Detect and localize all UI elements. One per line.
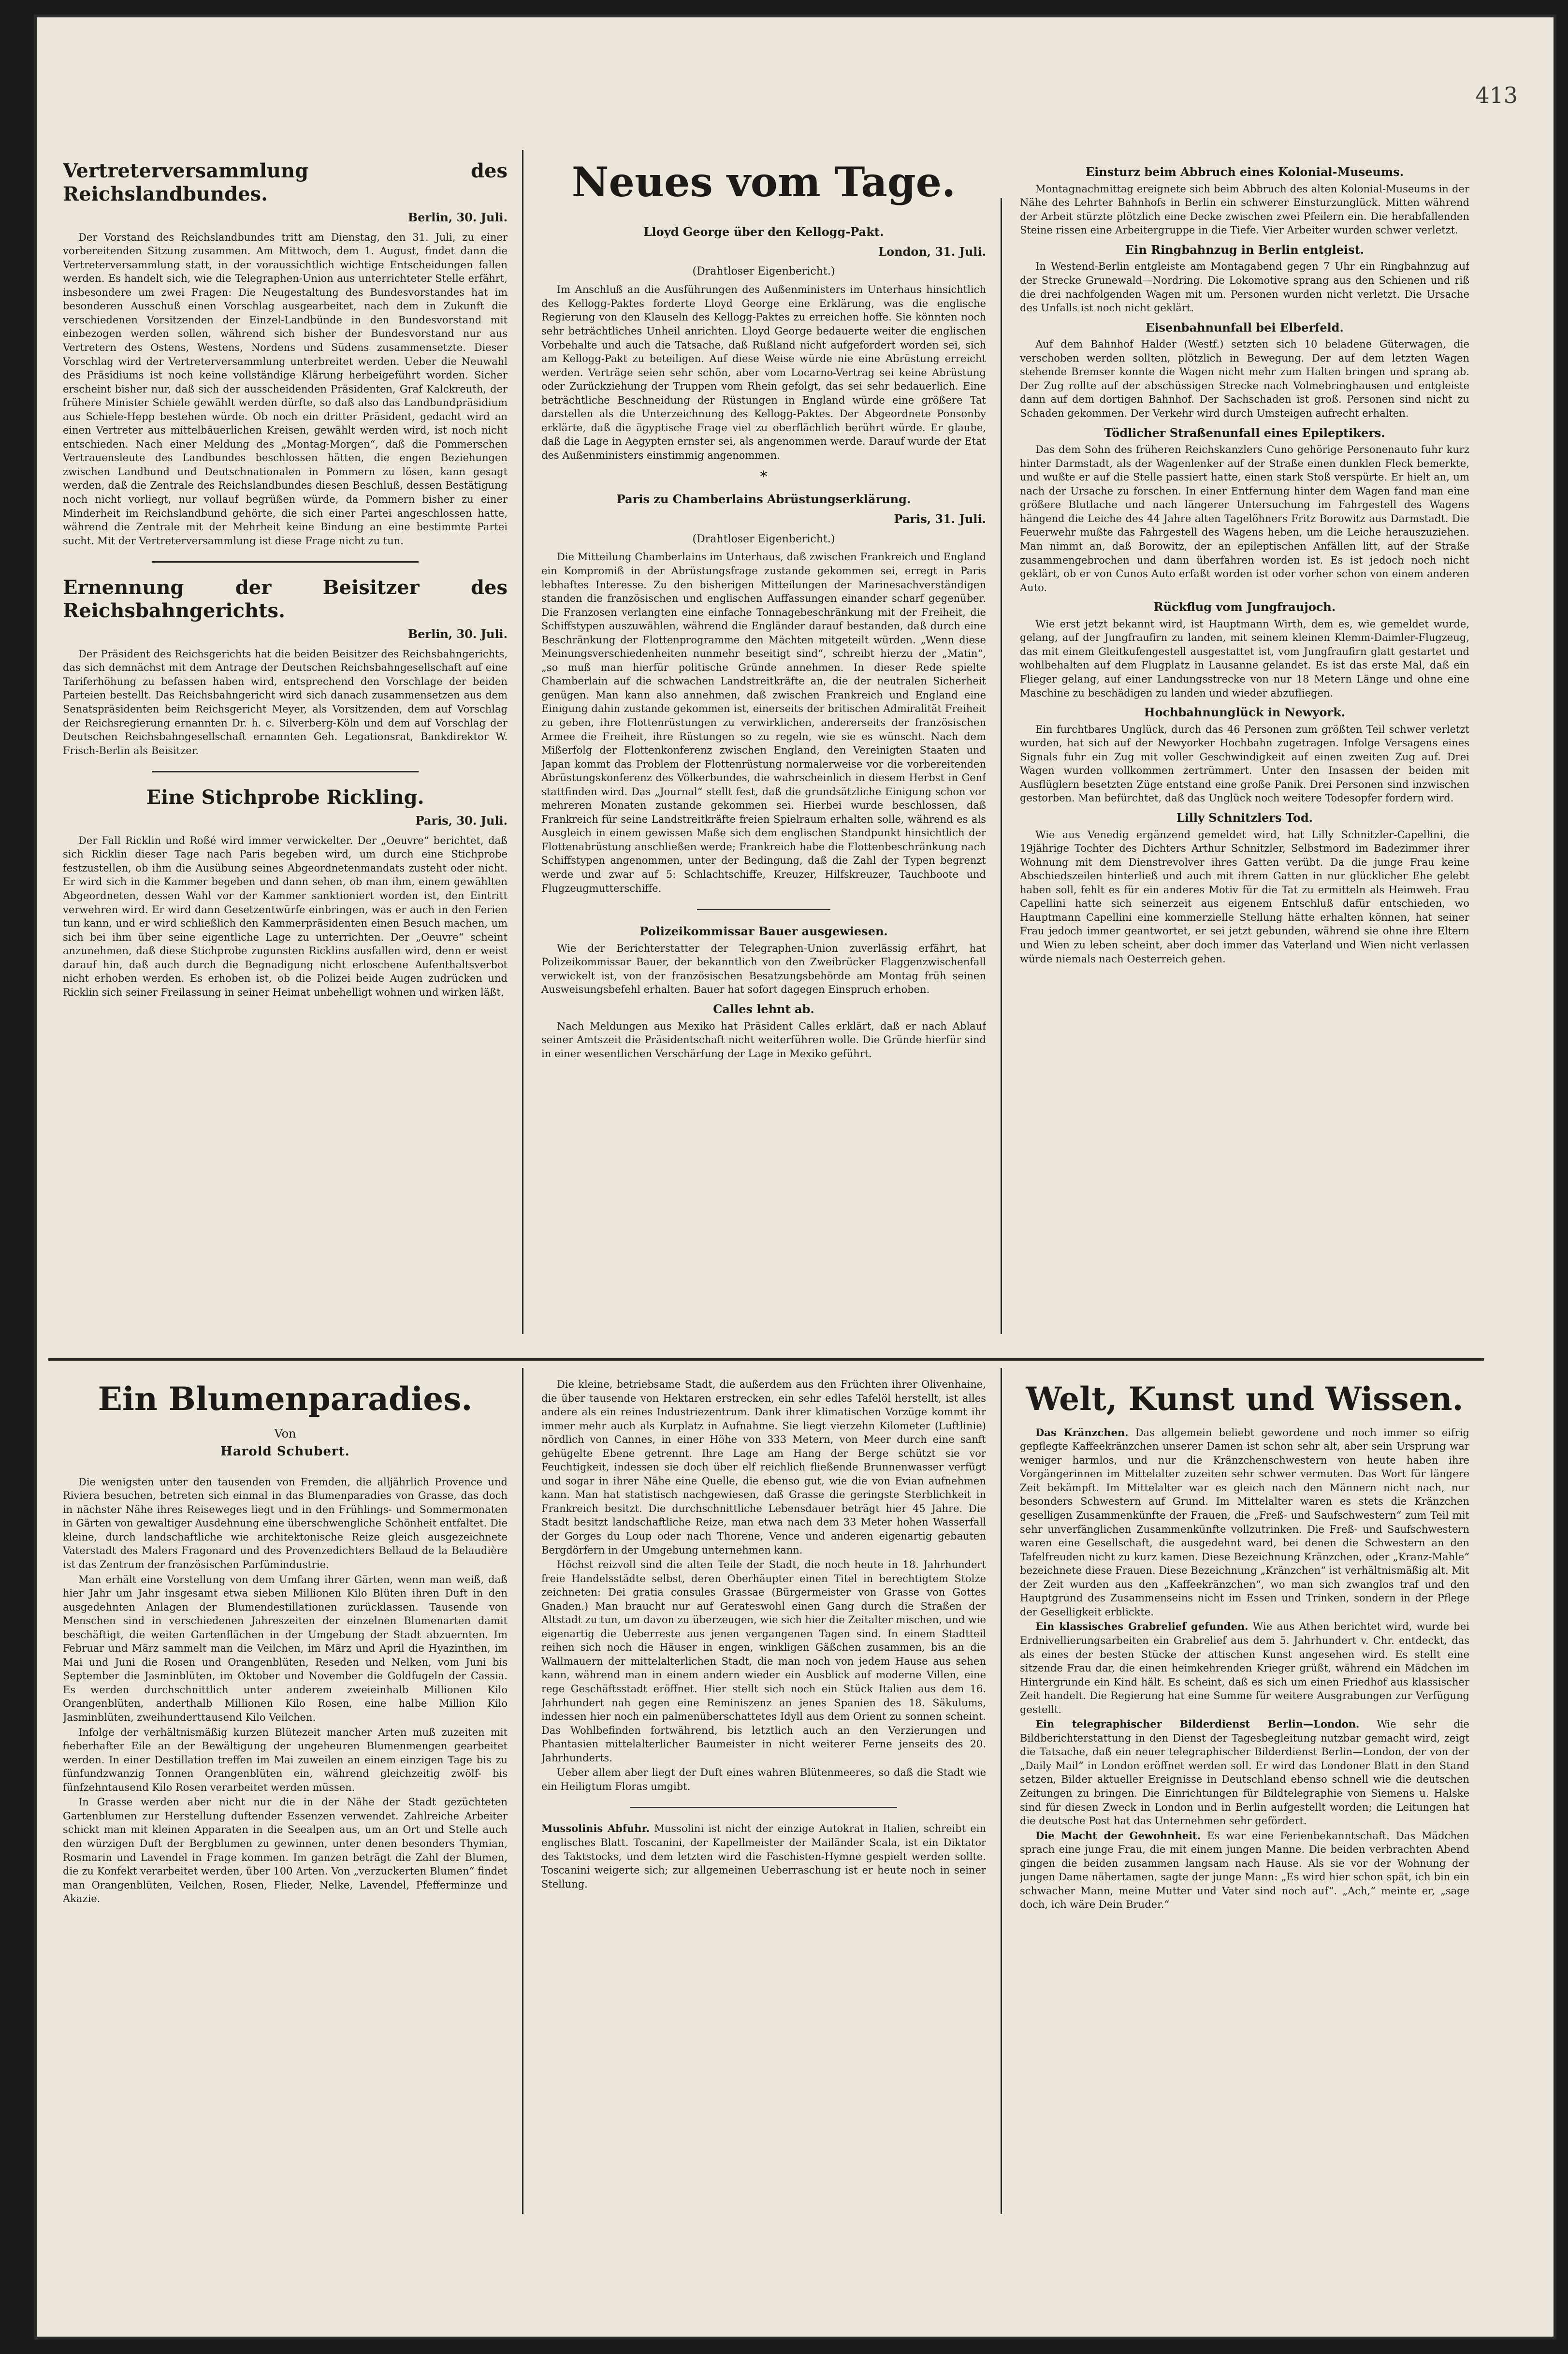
separator bbox=[697, 909, 830, 910]
headline-elberfeld: Eisenbahnunfall bei Elberfeld. bbox=[1146, 320, 1344, 334]
article-text bbox=[541, 1822, 986, 1891]
feuilleton-middle bbox=[541, 1378, 986, 2219]
headline-calles: Calles lehnt ab. bbox=[713, 1002, 814, 1016]
feuilleton-left bbox=[63, 1378, 508, 2219]
article-text bbox=[1020, 1717, 1469, 1828]
column-middle bbox=[541, 155, 986, 1344]
dateline: Paris, 30. Juli. bbox=[415, 814, 508, 828]
mussolini-head: Mussolinis Abfuhr. bbox=[541, 1822, 650, 1835]
paragraph-text: Es war eine Ferienbekanntschaft. Das Mädchen sprach eine junge Frau, die mit einem jungen Manne. Die beiden verbrachten Abend gingen die beiden zusammen langsam nach Hause. Als sie vor der Wohnung der jungen Dame nähertamen, sagte der junge Mann: „Es wird hier schon spät, ich bin ein schwacher Mann, meine Mutter und Vater sind noch auf“. „Ach,“ meinte er, „sage doch, ich wäre Dein Bruder.“ bbox=[1020, 1830, 1469, 1911]
feuilleton-title: Welt, Kunst und Wissen. bbox=[1026, 1380, 1464, 1418]
headline-ringbahn: Ein Ringbahnzug in Berlin entgleist. bbox=[1125, 242, 1365, 257]
headline-einsturz: Einsturz beim Abbruch eines Kolonial-Museums. bbox=[1085, 165, 1404, 179]
section-divider bbox=[48, 1358, 1484, 1361]
article-text: Ueber allem aber liegt der Duft eines wahren Blütenmeeres, so daß die Stadt wie ein Heiligtum Floras umgibt. bbox=[541, 1767, 986, 1792]
byline-von: Von bbox=[274, 1426, 296, 1440]
run-in-head: Die Macht der Gewohnheit. bbox=[1035, 1829, 1201, 1842]
article-text: Der Präsident des Reichsgerichts hat die beiden Beisitzer des Reichsbahngerichts, das sich demnächst mit dem Antrage der Deutschen Reichsbahngesellschaft auf eine Tariferhöhung zu befassen haben wird, entsprechend den Vorschlage der beiden Parteien bestellt. Das Reichsbahngericht wird sich danach zusammensetzen aus dem Senatspräsidenten beim Reichsgericht Meyer, als Vorsitzenden, dem auf Vorschlag der Reichsregierung ernannten Dr. h. c. Silverberg-Köln und dem auf Vorschlag der Deutschen Reichsbahngesellschaft ernannten Geh. Legationsrat, Bankdirektor W. Frisch-Berlin als Beisitzer. bbox=[63, 648, 508, 756]
article-text: In Westend-Berlin entgleiste am Montagabend gegen 7 Uhr ein Ringbahnzug auf der Strecke Grunewald—Nordring. Die Lokomotive sprang aus den Schienen und riß die drei nachfolgenden Wagen mit um. Personen wurden nicht verletzt. Die Ursache des Unfalls ist noch nicht geklärt. bbox=[1020, 261, 1469, 314]
headline-newyork: Hochbahnunglück in Newyork. bbox=[1144, 705, 1346, 720]
headline-schnitzler: Lilly Schnitzlers Tod. bbox=[1176, 810, 1313, 825]
article-text: Im Anschluß an die Ausführungen des Außenministers im Unterhaus hinsichtlich des Kellogg-Paktes forderte Lloyd George eine Erklärung, was die englische Regierung von den Klauseln des Kellogg-Paktes zu erreichen hoffe. Sie könnten noch sehr beträchtliches Unheil anrichten. Lloyd George bedauerte weiter die englischen Vorbehalte und auch die Tatsache, daß Rußland nicht aufgefordert worden sei, sich am Kellogg-Pakt zu beteiligen. Auf diese Weise würde nie eine Abrüstung erreicht werden. Verträge seien sehr schön, aber vom Locarno-Vertrag sei keine Abrüstung oder Zurückziehung der Truppen vom Rhein gefolgt, das sei sehr bedauerlich. Eine beträchtliche Beschneidung der Rüstungen in England würde eine größere Tat darstellen als die Unterzeichnung des Kellogg-Paktes. Der Abgeordnete Ponsonby erklärte, daß die ägyptische Frage viel zu oberflächlich berührt würde. Er glaube, daß die Lage in Aegypten ernster sei, als angenommen werde. Darauf wurde der Etat des Außenministers einstimmig angenommen. bbox=[541, 284, 986, 461]
column-right bbox=[1020, 160, 1469, 1344]
headline-bauer: Polizeikommissar Bauer ausgewiesen. bbox=[639, 924, 888, 939]
article-text: Auf dem Bahnhof Halder (Westf.) setzten sich 10 beladene Güterwagen, die verschoben werden sollten, plötzlich in Bewegung. Der auf dem letzten Wagen stehende Bremser konnte die Wagen nicht mehr zum Halten bringen und sprang ab. Der Zug rollte auf der abschüssigen Strecke nach Volmebringhausen und entgleiste dann auf dem dortigen Bahnhof. Der Sachschaden ist groß. Personen sind nicht zu Schaden gekommen. Der Verkehr wird durch Umsteigen aufrecht erhalten. bbox=[1020, 338, 1469, 419]
column-rule bbox=[522, 150, 523, 1334]
article-text: Der Vorstand des Reichslandbundes tritt am Dienstag, den 31. Juli, zu einer vorbereitenden Sitzung zusammen. Am Mittwoch, dem 1. August, findet dann die Vertreterversammlung statt, in der voraussichtlich wichtige Entscheidungen fallen werden. Es handelt sich, wie die Telegraphen-Union aus unterrichteter Stelle erfährt, insbesondere um zwei Fragen: Die Neugestaltung des Bundesvorstandes hat im besonderen Ausschuß einen Vorschlag ausgearbeitet, nach dem in Zukunft die verschiedenen Vorsitzenden der Einzel-Landbünde in den Bundesvorstand mit einbezogen werden sollen, während sich bisher der Bundesvorstand nur aus Vertretern des Ostens, Westens, Nordens und Südens zusammensetzte. Dieser Vorschlag wird der Vertreterversammlung unterbreitet werden. Ueber die Neuwahl des Präsidiums ist noch keine vollständige Klärung herbeigeführt worden. Sicher erscheint bisher nur, daß sich der ausscheidenden Präsidenten, Graf Kalckreuth, der frühere Minister Schiele gewählt werden dürfte, so daß also das Landbundpräsidium aus Schiele-Hepp bestehen würde. Ob noch ein dritter Präsident, gedacht wird an einen Vertreter aus mittelbäuerlichen Kreisen, gewählt werden wird, ist noch nicht entschieden. Nach einer Meldung des „Montag-Morgen“, daß die Pommerschen Vertrauensleute des Landbundes beschlossen hätten, die engen Beziehungen zwischen Landbund und Deutschnationalen in Pommern zu lösen, kann gesagt werden, daß die Zentrale des Reichslandbundes diesen Beschluß, dessen Bestätigung noch nicht vorliegt, nur vollauf begrüßen würde, da Pommern bisher zu einer Minderheit im Reichslandbund gehörte, die sich einer Partei angeschlossen hatte, während die Zentrale mit der Mehrheit keine Bindung an eine bestimmte Partei sucht. Mit der Vertreterversammlung ist diese Frage nicht zu tun. bbox=[63, 231, 508, 547]
column-rule bbox=[522, 1368, 523, 2214]
article-text: Wie erst jetzt bekannt wird, ist Hauptmann Wirth, dem es, wie gemeldet wurde, gelang, auf der Jungfraufirn zu landen, mit seinem kleinen Klemm-Daimler-Flugzeug, das mit einem Gleitkufengestell ausgestattet ist, vom Jungfraufirn glatt gestartet und wohlbehalten auf dem Flugplatz in Lausanne gelandet. Es ist das erste Mal, daß ein Flieger gelang, auf einer Landungsstrecke von nur 18 Metern Länge und ohne eine Maschine zu beschädigen zu landen und wieder abzufliegen. bbox=[1020, 618, 1469, 699]
feuilleton-title: Ein Blumenparadies. bbox=[98, 1380, 473, 1418]
run-in-head: Ein telegraphischer Bilderdienst Berlin—London. bbox=[1035, 1718, 1360, 1730]
article-text: Das dem Sohn des früheren Reichskanzlers Cuno gehörige Personenauto fuhr kurz hinter Darmstadt, als der Wagenlenker auf der Straße einen dunklen Fleck bemerkte, und wußte er auf die Stelle passiert hatte, einen stark Stoß verspürte. Er hielt an, um nach der Ursache zu forschen. In einer Entfernung hinter dem Wagen fand man eine größere Blutlache und nach längerer Untersuchung im Fahrgestell des Wagens hängend die Leiche des 44 Jahre alten Tagelöhners Fritz Borowitz aus Darmstadt. Die Feuerwehr mußte das Fahrgestell des Wagens heben, um die Leiche herauszuziehen. Man nimmt an, daß Borowitz, der an epileptischen Anfällen litt, auf der Straße zusammengebrochen und dann überfahren worden ist. Es ist jedoch noch nicht geklärt, ob er von Cunos Auto erfaßt worden ist oder vorher schon von einem anderen Auto. bbox=[1020, 444, 1469, 594]
paragraph-text: Wie sehr die Bildberichterstattung in den Dienst der Tagesbegleitung nutzbar gemacht wird, zeigt die Tatsache, daß ein neuer telegraphischer Bilderdienst Berlin—London, der von der „Daily Mail“ in London eröffnet werden soll. Er wird das Londoner Blatt in den Stand setzen, Bilder aktueller Ereignisse in Deutschland ebenso schnell wie die deutschen Zeitungen zu bringen. Die Einrichtungen für Bildtelegraphie von Siemens u. Halske sind für diesen Zweck in London und in Berlin aufgestellt worden; die Leitungen hat die deutsche Post hat das Unternehmen sehr gefördert. bbox=[1020, 1718, 1469, 1827]
article-text: Wie aus Venedig ergänzend gemeldet wird, hat Lilly Schnitzler-Capellini, die 19jährige Tochter des Dichters Arthur Schnitzler, Selbstmord im Badezimmer ihrer Wohnung mit dem Dienstrevolver ihres Gatten verübt. Da die junge Frau keine Abschiedszeilen hinterließ und auch mit ihrem Gatten in nur glücklicher Ehe gelebt haben soll, fehlt es für ein anderes Motiv für die Tat zu ermitteln als Heimweh. Frau Capellini hatte sich seinerzeit aus eigenem Entschluß dafür entschieden, wo Hauptmann Capellini eine kommerzielle Stellung hätte erhalten können, hat seiner Frau jedoch immer geantwortet, er sei jetzt gebunden, während sie ohne ihre Eltern und Wien zu leben scheint, aber doch immer das Vaterland und Wien nicht verlassen würde niemals nach Oesterreich gehen. bbox=[1020, 828, 1469, 965]
article-text bbox=[1020, 1829, 1469, 1912]
headline-strassenunfall: Tödlicher Straßenunfall eines Epileptikers. bbox=[1104, 425, 1385, 440]
column-rule bbox=[1001, 198, 1002, 1334]
article-text: Die kleine, betriebsame Stadt, die außerdem aus den Früchten ihrer Olivenhaine, die über tausende von Hektaren erstrecken, ein sehr edles Tafelöl herstellt, ist alles andere als ein reines Industriezentrum. Dank ihrer klimatischen Vorzüge kommt ihr immer mehr auch als Kurplatz in Aufnahme. Sie liegt vierzehn Kilometer (Luftlinie) nördlich von Cannes, in einer Höhe von 333 Metern, von Meer durch eine sanft gehügelte Ebene getrennt. Ihre Lage am Hang der Berge schützt sie vor Feuchtigkeit, indessen sie doch über elf reichlich fließende Brunnenwasser verfügt und sogar in ihrer Nähe eine Quelle, die ebenso gut, wie die von Evian aufnehmen kann. Man hat statistisch nachgewiesen, daß Grasse die geringste Sterblichkeit in Frankreich besitzt. Die durchschnittliche Lebensdauer beträgt hier 45 Jahre. Die Stadt besitzt landschaftliche Reize, man etwa nach dem 33 Meter hohen Wasserfall der Gorges du Loup oder nach Thorene, Vence und anderen eigenartig gebauten Bergdörfern in der Umgebung unternehmen kann. bbox=[541, 1379, 986, 1556]
dateline: Paris, 31. Juli. bbox=[894, 511, 986, 526]
page-number: 413 bbox=[1475, 82, 1518, 108]
article-text: Der Fall Ricklin und Roßé wird immer verwickelter. Der „Oeuvre“ berichtet, daß sich Ricklin dieser Tage nach Paris begeben wird, um durch eine Stichprobe festzustellen, ob ihm die Ausübung seines Abgeordnetenmandats zusteht oder nicht. Er wird sich in die Kammer begeben und dann sehen, ob man ihm, einem gewählten Abgeordneten, dessen Wahl vor der Kammer sanktioniert worden ist, den Eintritt verwehren wird. Er wird dann Gesetzentwürfe einbringen, was er auch in den Ferien tun kann, und er wird schließlich den Kammerpräsidenten einen Besuch machen, um sich bei ihm über seine eigentliche Lage zu unterrichten. Der „Oeuvre“ scheint anzunehmen, daß diese Stichprobe zugunsten Ricklins ausfallen wird, denn er weist darauf hin, daß auch durch die Begnadigung nicht erloschene Aufenthaltsverbot nicht erhoben werden. Es erhoben ist, ob die Polizei beide Augen zudrücken und Ricklin sich seiner Freilassung in seiner Heimat unbehelligt wohnen und wirken läßt. bbox=[63, 834, 508, 998]
headline-reichslandbund: Vertreterversammlung des Reichslandbundes. bbox=[63, 160, 508, 205]
headline-stichprobe: Eine Stichprobe Rickling. bbox=[146, 786, 424, 809]
column-left bbox=[63, 160, 508, 1344]
article-text: Höchst reizvoll sind die alten Teile der Stadt, die noch heute in 18. Jahrhundert freie Handelsstädte selbst, deren Oberhäupter einen Titel in berechtigtem Stolze zeichneten: Dei gratia consules Grassae (Bürgermeister von Grasse von Gottes Gnaden.) Man braucht nur auf Gerateswohl einen Gang durch die Straßen der Altstadt zu tun, um davon zu überzeugen, wie sich hier die Zeitalter mischen, und wie eigenartig die Ueberreste aus jenen vergangenen Tagen sind. In einem Stadtteil reihen sich noch die Häuser in engen, winkligen Gäßchen zusammen, bis an die Wallmauern der mittelalterlichen Stadt, die man noch von jedem Hause aus sehen kann, während man in einem andern wieder ein Ausblick auf moderne Villen, eine rege Geschäftsstadt eröffnet. Hier stellt sich noch ein Stück Italien aus dem 16. Jahrhundert nah gegen eine Reminiszenz an jenes Spanien des 18. Säkulums, indessen hier noch ein palmenüberschattetes Idyll aus dem Orient zu sonnen scheint. Das Wohlbefinden fortwährend, bis letztlich auch an den Verzierungen und Phantasien mittelalterlicher Baumeister in nicht weiterer Ferne jenseits des 20. Jahrhunderts. bbox=[541, 1559, 986, 1764]
article-text: Man erhält eine Vorstellung von dem Umfang ihrer Gärten, wenn man weiß, daß hier Jahr um Jahr insgesamt etwa sieben Millionen Kilo Blüten ihren Duft in den ausgedehnten Anlagen der Blumendestillationen zurücklassen. Tausende von Menschen sind in verschiedenen Jahreszeiten der einzelnen Blumenarten damit beschäftigt, die weiten Gartenflächen in der Umgebung der Stadt abzuernten. Im Februar und März sammelt man die Veilchen, im März und April die Hyazinthen, im Mai und Juni die Rosen und Orangenblüten, Reseden und Nelken, vom Juni bis September die Jasminblüten, im Oktober und November die Goldfugeln der Cassia. Es werden durchschnittlich unter anderem zweieinhalb Millionen Kilo Orangenblüten, anderthalb Millionen Kilo Rosen, eine halbe Million Kilo Jasminblüten, zweihunderttausend Kilo Veilchen. bbox=[63, 1573, 508, 1724]
article-text: Die wenigsten unter den tausenden von Fremden, die alljährlich Provence und Riviera besuchen, betreten sich einmal in das Blumenparadies von Grasse, das doch in nächster Nähe ihres Reiseweges liegt und in den Frühlings- und Sommermonaten in Gärten von gewaltiger Ausdehnung eine überschwengliche Schönheit entfaltet. Die kleine, durch landschaftliche wie architektonische Reize gleich ausgezeichnete Vaterstadt des Malers Fragonard und des Provenzedichters Bellaud de la Belaudière ist das Zentrum der französischen Parfümindustrie. bbox=[63, 1476, 508, 1571]
dateline: Berlin, 30. Juli. bbox=[407, 627, 508, 641]
separator bbox=[152, 771, 419, 772]
article-text: Montagnachmittag ereignete sich beim Abbruch des alten Kolonial-Museums in der Nähe des Lehrter Bahnhofs in Berlin ein schwerer Einsturzunglück. Mitten während der Arbeit stürzte plötzlich eine Decke zwischen zwei Pfeilern ein. Die herabfallenden Steine rissen eine Arbeitergruppe in die Tiefe. Vier Arbeiter wurden schwer verletzt. bbox=[1020, 183, 1469, 236]
headline-jungfraujoch: Rückflug vom Jungfraujoch. bbox=[1153, 600, 1336, 614]
dateline: Berlin, 30. Juli. bbox=[407, 210, 508, 224]
paragraph-text: Wie aus Athen berichtet wird, wurde bei Erdnivellierungsarbeiten ein Grabrelief aus dem 5. Jahrhundert v. Chr. entdeckt, das als eines der besten Stücke der attischen Kunst angesehen wird. Es stellt eine sitzende Frau dar, die einen heimkehrenden Krieger grüßt, während ein Mädchen im Hintergrunde ein Kind hält. Es scheint, daß es sich um einen Friedhof aus klassischer Zeit handelt. Die Regierung hat eine Summe für weitere Ausgrabungen zur Verfügung gestellt. bbox=[1020, 1621, 1469, 1715]
source-note: (Drahtloser Eigenbericht.) bbox=[692, 265, 835, 278]
article-text bbox=[1020, 1426, 1469, 1619]
article-text bbox=[1020, 1620, 1469, 1716]
dinkus-ornament: * bbox=[760, 468, 768, 485]
newspaper-page bbox=[34, 15, 1556, 2339]
paragraph-text: Das allgemein beliebt gewordene und noch immer so eifrig gepflegte Kaffeekränzchen unserer Damen ist schon sehr alt, aber sein Ursprung war weniger harmlos, und nur die Kränzchenschwestern von heute haben ihre Vorgängerinnen im Mittelalter zuzeiten sehr schwer vermuten. Das Wort für längere Zeit bekämpft. Im Mittelalter war es gleich nach den Männern nicht nach, nur besonders Schwestern auf Grund. Im Mittelalter waren es stets die Kränzchen geselligen Zusammenkünfte der Frauen, die „Freß- und Saufschwestern“ zum Teil mit sehr unverfänglichen Zusammenkünfte vollzutrinken. Die Freß- und Saufschwestern waren eine Gesellschaft, die ausgedehnt ward, bei denen die Schwestern an den Tafelfreuden nicht zu kurz kamen. Diese Bezeichnung Kränzchen, oder „Kranz-Mahle“ bezeichnete diese Frauen. Diese Bezeichnung „Kränzchen“ ist verhältnismäßig alt. Mit der Zeit wurden aus den „Kaffeekränzchen“, wo man sich zwanglos traf und den Hauptgrund des Zusammenseins nicht im Essen und Trinken, sondern in der Pflege der Geselligkeit erblickte. bbox=[1020, 1426, 1469, 1618]
separator bbox=[152, 561, 419, 563]
article-text: In Grasse werden aber nicht nur die in der Nähe der Stadt gezüchteten Gartenblumen zur Herstellung duftender Essenzen verwendet. Zahlreiche Arbeiter schickt man mit kleinen Apparaten in die Seealpen aus, um an Ort und Stelle auch den würzigen Duft der Bergblumen zu gewinnen, unter denen besonders Thymian, Rosmarin und Lavendel in Frage kommen. Im ganzen beträgt die Zahl der Blumen, die zu Konfekt verarbeitet werden, über 100 Arten. Von „verzuckerten Blumen“ findet man Orangenblüten, Veilchen, Rosen, Flieder, Nelke, Lavendel, Pfefferminze und Akazie. bbox=[63, 1796, 508, 1905]
run-in-head: Das Kränzchen. bbox=[1035, 1426, 1129, 1439]
masthead-neues-vom-tage: Neues vom Tage. bbox=[571, 158, 956, 206]
article-text: Wie der Berichterstatter der Telegraphen-Union zuverlässig erfährt, hat Polizeikommissar Bauer, der bekanntlich von den Zweibrücker Flaggenzwischenfall verwickelt ist, von der französischen Besatzungsbehörde am Montag früh seinen Ausweisungsbefehl erhalten. Bauer hat sofort dagegen Einspruch erhoben. bbox=[541, 942, 986, 996]
mussolini-text: Mussolini ist nicht der einzige Autokrat in Italien, schreibt ein englisches Blatt. Toscanini, der Kapellmeister der Mailänder Scala, ist ein Diktator des Taktstocks, und dem letzten wird die Faschisten-Hymne gespielt werden sollte. Toscanini weigerte sich; zur allgemeinen Ueberraschung ist er heute noch in seiner Stellung. bbox=[541, 1823, 986, 1890]
separator bbox=[630, 1807, 897, 1808]
headline-reichsbahngericht: Ernennung der Beisitzer des Reichsbahngerichts. bbox=[63, 576, 508, 623]
headline-lloyd-george: Lloyd George über den Kellogg-Pakt. bbox=[643, 225, 884, 239]
article-text: Nach Meldungen aus Mexiko hat Präsident Calles erklärt, daß er nach Ablauf seiner Amtszeit die Präsidentschaft nicht weiterführen wolle. Die Gründe hierfür sind in einer wesentlichen Verschärfung der Lage in Mexiko geführt. bbox=[541, 1020, 986, 1060]
dateline: London, 31. Juli. bbox=[878, 244, 986, 259]
headline-paris-abruestung: Paris zu Chamberlains Abrüstungserklärung. bbox=[616, 492, 911, 507]
article-text: Infolge der verhältnismäßig kurzen Blütezeit mancher Arten muß zuzeiten mit fieberhafter Eile an der Bewältigung der ungeheuren Blumenmengen gearbeitet werden. In einer Destillation treffen im Mai zuweilen an einem einzigen Tage bis zu fünfundzwanzig Tonnen Orangenblüten ein, während gleichzeitig zwölf- bis fünfzehntausend Kilo Rosen verarbeitet werden müssen. bbox=[63, 1726, 508, 1793]
byline-author: Harold Schubert. bbox=[220, 1444, 350, 1459]
article-text: Die Mitteilung Chamberlains im Unterhaus, daß zwischen Frankreich und England ein Kompromiß in der Abrüstungsfrage zustande gekommen sei, erregt in Paris lebhaftes Interesse. Zu den bisherigen Mitteilungen der Marinesachverständigen standen die französischen und englischen Auffassungen einander scharf gegenüber. Die Franzosen verlangten eine einfache Tonnagebeschränkung mit der Freiheit, die Schiffstypen auszuwählen, während die Engländer darauf bestanden, daß durch eine Beschränkung der Flottenprogramme den Mächten mitgeteilt würden. „Wenn diese Meinungsverschiedenheiten nunmehr beseitigt sind“, schreibt hierzu der „Matin“, „so muß man hierfür politische Gründe annehmen. In dieser Rede spielte Chamberlain auf die schwachen Landstreitkräfte an, die der neutralen Sicherheit genügen. Man kann also annehmen, daß zwischen Frankreich und England eine Einigung dahin zustande gekommen ist, einerseits der britischen Admiralität Freiheit zu geben, ihre Flottenrüstungen zu verwirklichen, andererseits der französischen Armee die Freiheit, ihre Rüstungen so zu regeln, wie sie es wünscht. Nach dem Mißerfolg der Flottenkonferenz zwischen England, den Vereinigten Staaten und Japan kommt das Problem der Flottenrüstung normalerweise vor die vorbereitenden Abrüstungskonferenz des Völkerbundes, die wahrscheinlich in diesem Herbst in Genf stattfinden wird. Das „Journal“ stellt fest, daß die grundsätzliche Einigung schon vor mehreren Monaten zustande gekommen sei. Hierbei wurde beschlossen, daß Frankreich für seine Landstreitkräfte freien Spielraum erhalten solle, während es als Ausgleich in einem gewissen Maße sich dem englischen Standpunkt hinsichtlich der Flottenabrüstung anschließen werde; Frankreich habe die Flottenbeschränkung nach Schiffstypen angenommen, unter der Bedingung, daß die Zahl der Typen begrenzt werde und zwar auf 5: Schlachtschiffe, Kreuzer, Hilfskreuzer, Tauchboote und Flugzeugmutterschiffe. bbox=[541, 551, 986, 894]
column-rule bbox=[1001, 1368, 1002, 2214]
source-note: (Drahtloser Eigenbericht.) bbox=[692, 533, 835, 545]
article-text: Ein furchtbares Unglück, durch das 46 Personen zum größten Teil schwer verletzt wurden, hat sich auf der Newyorker Hochbahn zugetragen. Infolge Versagens eines Signals fuhr ein Zug mit voller Geschwindigkeit auf einen zweiten Zug auf. Drei Wagen wurden vollkommen zertrümmert. Unter den Insassen der beiden mit Ausflüglern besetzten Züge entstand eine große Panik. Drei Personen sind inzwischen gestorben. Man befürchtet, daß das Unglück noch weitere Todesopfer fordern wird. bbox=[1020, 723, 1469, 804]
feuilleton-right bbox=[1020, 1378, 1469, 2219]
run-in-head: Ein klassisches Grabrelief gefunden. bbox=[1035, 1620, 1249, 1633]
